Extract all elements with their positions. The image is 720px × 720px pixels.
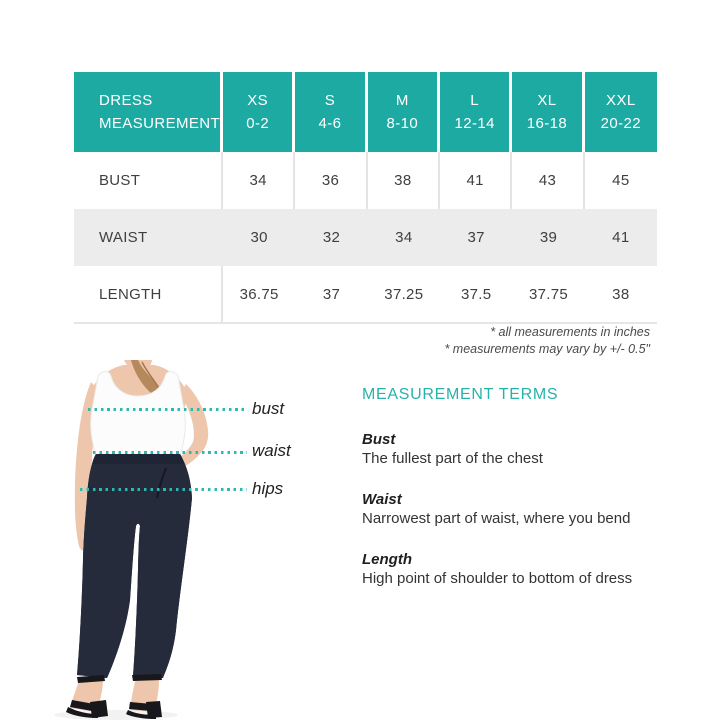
- cell-waist-xs: 30: [250, 229, 268, 246]
- measurement-terms-section: [362, 386, 682, 589]
- table-row-bust: [74, 152, 657, 209]
- cell-waist-m: 34: [395, 229, 413, 246]
- term-name: Waist: [362, 491, 402, 508]
- cell-waist-xxl: 41: [612, 229, 630, 246]
- footnote-tolerance: * measurements may vary by +/- 0.5": [444, 342, 650, 356]
- cell-length-s: 37: [322, 285, 341, 303]
- size-code: XXL: [606, 92, 636, 109]
- model-photo: [30, 360, 250, 720]
- term-item-bust: [362, 430, 682, 469]
- term-name: Bust: [362, 431, 396, 448]
- term-item-length: [362, 550, 682, 589]
- term-definition: Narrowest part of waist, where you bend: [362, 510, 631, 527]
- corner-line1: DRESS: [99, 92, 153, 109]
- cell-waist-xl: 39: [539, 229, 558, 246]
- column-header-s: [295, 72, 367, 152]
- size-range: 12-14: [454, 115, 495, 132]
- size-table: [74, 72, 657, 324]
- term-definition: High point of shoulder to bottom of dress: [362, 570, 633, 587]
- bust-label: bust: [252, 399, 285, 418]
- size-range: 16-18: [526, 115, 568, 132]
- terms-heading: MEASUREMENT TERMS: [362, 386, 559, 403]
- cell-length-xs: 36.75: [239, 285, 279, 303]
- column-header-l: [440, 72, 512, 152]
- size-code: XL: [537, 92, 557, 109]
- bust-measure-line: [88, 408, 247, 411]
- cell-bust-l: 41: [440, 152, 512, 209]
- hips-measure-line: [80, 488, 247, 491]
- column-header-xl: [512, 72, 584, 152]
- footnote-units: * all measurements in inches: [490, 325, 650, 339]
- row-label: BUST: [74, 152, 223, 209]
- cell-bust-s: 36: [295, 152, 367, 209]
- size-range: 0-2: [246, 115, 270, 132]
- term-definition: The fullest part of the chest: [362, 450, 543, 467]
- row-label: WAIST: [99, 229, 148, 246]
- cell-bust-m: 38: [368, 152, 440, 209]
- cell-length-l: 37.5: [460, 285, 492, 303]
- column-header-m: [368, 72, 440, 152]
- cell-bust-xs: 34: [223, 152, 295, 209]
- size-range: 20-22: [600, 115, 642, 132]
- size-range: 4-6: [318, 115, 342, 132]
- footnotes: [444, 324, 650, 358]
- size-range: 8-10: [386, 115, 419, 132]
- table-row-waist: [74, 209, 657, 266]
- size-code: XS: [247, 92, 269, 109]
- cell-bust-xl: 43: [512, 152, 584, 209]
- cell-waist-l: 37: [467, 229, 485, 246]
- cell-length-xl: 37.75: [528, 285, 569, 303]
- cell-length-m: 37.25: [384, 285, 424, 303]
- table-corner-header: [74, 72, 223, 152]
- corner-line2: MEASUREMENT: [99, 115, 221, 132]
- column-header-xs: [223, 72, 295, 152]
- term-item-waist: [362, 490, 682, 529]
- size-code: L: [470, 92, 480, 109]
- table-row-length: [74, 266, 657, 322]
- cell-length-xxl: 38: [612, 285, 630, 303]
- row-label: LENGTH: [74, 266, 223, 322]
- cell-waist-s: 32: [322, 229, 341, 246]
- waistband: [92, 454, 184, 464]
- column-header-xxl: [585, 72, 657, 152]
- waist-label: waist: [252, 441, 291, 460]
- size-table-header-row: [74, 72, 657, 152]
- cell-bust-xxl: 45: [612, 172, 630, 189]
- waist-measure-line: [93, 451, 247, 454]
- size-code: M: [395, 92, 409, 109]
- size-code: S: [324, 92, 336, 109]
- term-name: Length: [362, 551, 412, 568]
- model-illustration: [30, 360, 250, 720]
- hips-label: hips: [252, 479, 284, 498]
